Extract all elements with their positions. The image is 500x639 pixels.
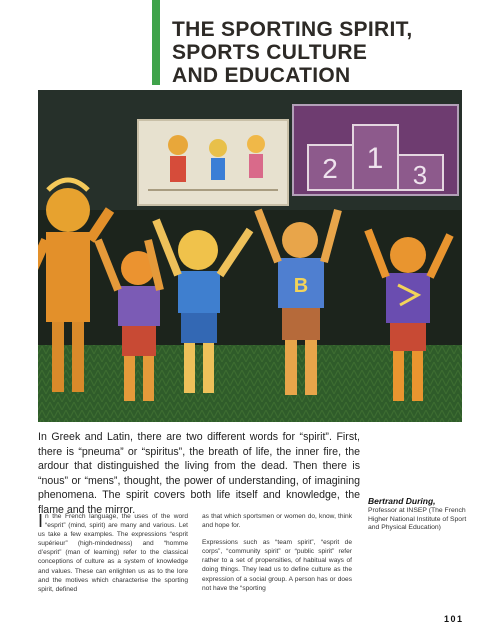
podium-number-1: 1 — [366, 142, 384, 175]
podium-number-3: 3 — [412, 160, 428, 190]
title-line-2: SPORTS CULTURE — [172, 41, 368, 64]
body-column-1 — [38, 512, 188, 602]
article-title — [172, 18, 472, 87]
page-number: 101 — [444, 614, 464, 624]
body-paragraph: as that which sportsmen or women do, know, think and hope for. — [202, 513, 352, 530]
title-line-1: THE SPORTING SPIRIT, — [172, 18, 413, 41]
shirt-letter: B — [293, 275, 309, 297]
body-paragraph — [38, 512, 188, 594]
body-text: n the French language, the uses of the word “esprit” (mind, spirit) are many and various. Let us take a few examples. The expressions “esprit supérieur” (high-mindedness) and “homme d’esprit” (man of learning) refer to the classical conceptions of culture as a system of knowledge and values. These can enlighten us as to the lore and the motives which characterise the sporting spirit, defined — [38, 513, 188, 593]
title-line-3: AND EDUCATION — [172, 64, 351, 87]
author-affiliation: Professor at INSEP (The French Higher National Institute of Sport and Physical Education) — [368, 507, 467, 532]
title-accent-bar — [152, 0, 160, 85]
author-name: Bertrand During, — [368, 496, 436, 506]
body-column-2 — [202, 512, 352, 601]
podium-number-2: 2 — [322, 153, 338, 184]
drop-cap: I — [38, 511, 44, 531]
author-block — [368, 496, 478, 533]
lead-paragraph: In Greek and Latin, there are two different words for “spirit”. First, there is “pneuma” or “spiritus”, the breath of life, the inner fire, the ardour that distinguished the living from the dead. Then there is “nous” or “mens”, thought, the power of understanding, of imagining phenomena. The spirit covers both life itself and knowledge, the flame and the mirror. — [38, 431, 360, 516]
body-paragraph: Expressions such as “team spirit”, “esprit de corps”, “community spirit” or “public spirit” refer rather to a set of propensities, of habitual ways of doing things. They lead us to define culture as the expression of a social group. A person has or does not have the “sporting — [202, 539, 352, 592]
children-drawing-illustration — [38, 90, 462, 422]
